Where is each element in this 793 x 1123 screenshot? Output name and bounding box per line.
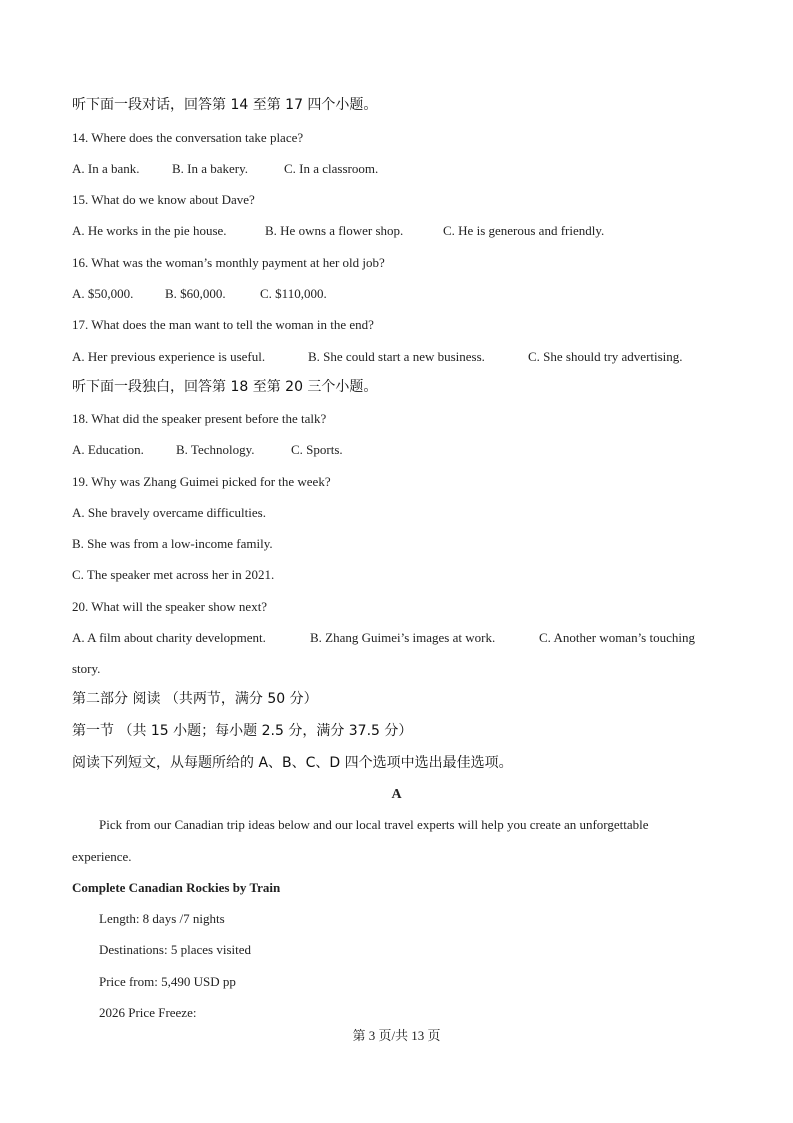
option-a: A. A film about charity development. [72, 630, 266, 645]
question-16-options [72, 286, 327, 302]
passage-intro-line1: Pick from our Canadian trip ideas below and our local travel experts will help you create an unforgettable [99, 817, 649, 832]
question-14-options [72, 161, 378, 177]
question-19: 19. Why was Zhang Guimei picked for the week? [72, 474, 331, 489]
option-c: C. Another woman’s touching [539, 630, 695, 645]
trip-destinations: Destinations: 5 places visited [99, 942, 252, 957]
question-18: 18. What did the speaker present before the talk? [72, 411, 327, 426]
section-heading-monologue: 听下面一段独白，回答第 18 至第 20 三个小题。 [72, 379, 378, 395]
option-c: C. She should try advertising. [528, 349, 683, 364]
question-19-option-a: A. She bravely overcame difficulties. [72, 505, 266, 520]
option-b: B. He owns a flower shop. [265, 223, 404, 238]
option-c: C. Sports. [291, 442, 343, 457]
question-19-option-c: C. The speaker met across her in 2021. [72, 567, 275, 582]
question-20-continuation: story. [72, 661, 101, 676]
page-number: 第 3 页/共 13 页 [352, 1028, 441, 1043]
question-17-options [72, 349, 683, 365]
part-title: 第二部分 阅读 （共两节，满分 50 分） [72, 691, 318, 707]
question-20: 20. What will the speaker show next? [72, 599, 268, 614]
passage-label: A [391, 787, 402, 802]
question-15-options [72, 223, 604, 239]
option-b: B. In a bakery. [172, 161, 249, 176]
option-b: B. She could start a new business. [308, 349, 485, 364]
question-14: 14. Where does the conversation take place? [72, 130, 304, 145]
option-c: C. He is generous and friendly. [443, 223, 605, 238]
passage-intro-line2: experience. [72, 849, 132, 864]
option-a: A. He works in the pie house. [72, 223, 227, 238]
option-b: B. Zhang Guimei’s images at work. [310, 630, 496, 645]
question-20-options [72, 630, 695, 646]
question-19-option-b: B. She was from a low-income family. [72, 536, 273, 551]
section-heading-dialogue: 听下面一段对话，回答第 14 至第 17 四个小题。 [72, 97, 378, 113]
question-16: 16. What was the woman’s monthly payment at her old job? [72, 255, 385, 270]
reading-instruction: 阅读下列短文，从每题所给的 A、B、C、D 四个选项中选出最佳选项。 [72, 755, 513, 771]
trip-price: Price from: 5,490 USD pp [99, 974, 236, 989]
option-a: A. In a bank. [72, 161, 140, 176]
option-a: A. $50,000. [72, 286, 134, 301]
trip-length: Length: 8 days /7 nights [99, 911, 225, 926]
option-b: B. Technology. [176, 442, 255, 457]
question-15: 15. What do we know about Dave? [72, 192, 255, 207]
option-a: A. Education. [72, 442, 144, 457]
trip-price-freeze: 2026 Price Freeze: [99, 1005, 197, 1020]
question-18-options [72, 442, 343, 458]
option-a: A. Her previous experience is useful. [72, 349, 266, 364]
option-c: C. $110,000. [260, 286, 327, 301]
question-17: 17. What does the man want to tell the woman in the end? [72, 317, 374, 332]
part-subtitle: 第一节 （共 15 小题；每小题 2.5 分，满分 37.5 分） [72, 723, 413, 739]
option-b: B. $60,000. [165, 286, 226, 301]
trip-title: Complete Canadian Rockies by Train [72, 880, 281, 895]
option-c: C. In a classroom. [284, 161, 379, 176]
